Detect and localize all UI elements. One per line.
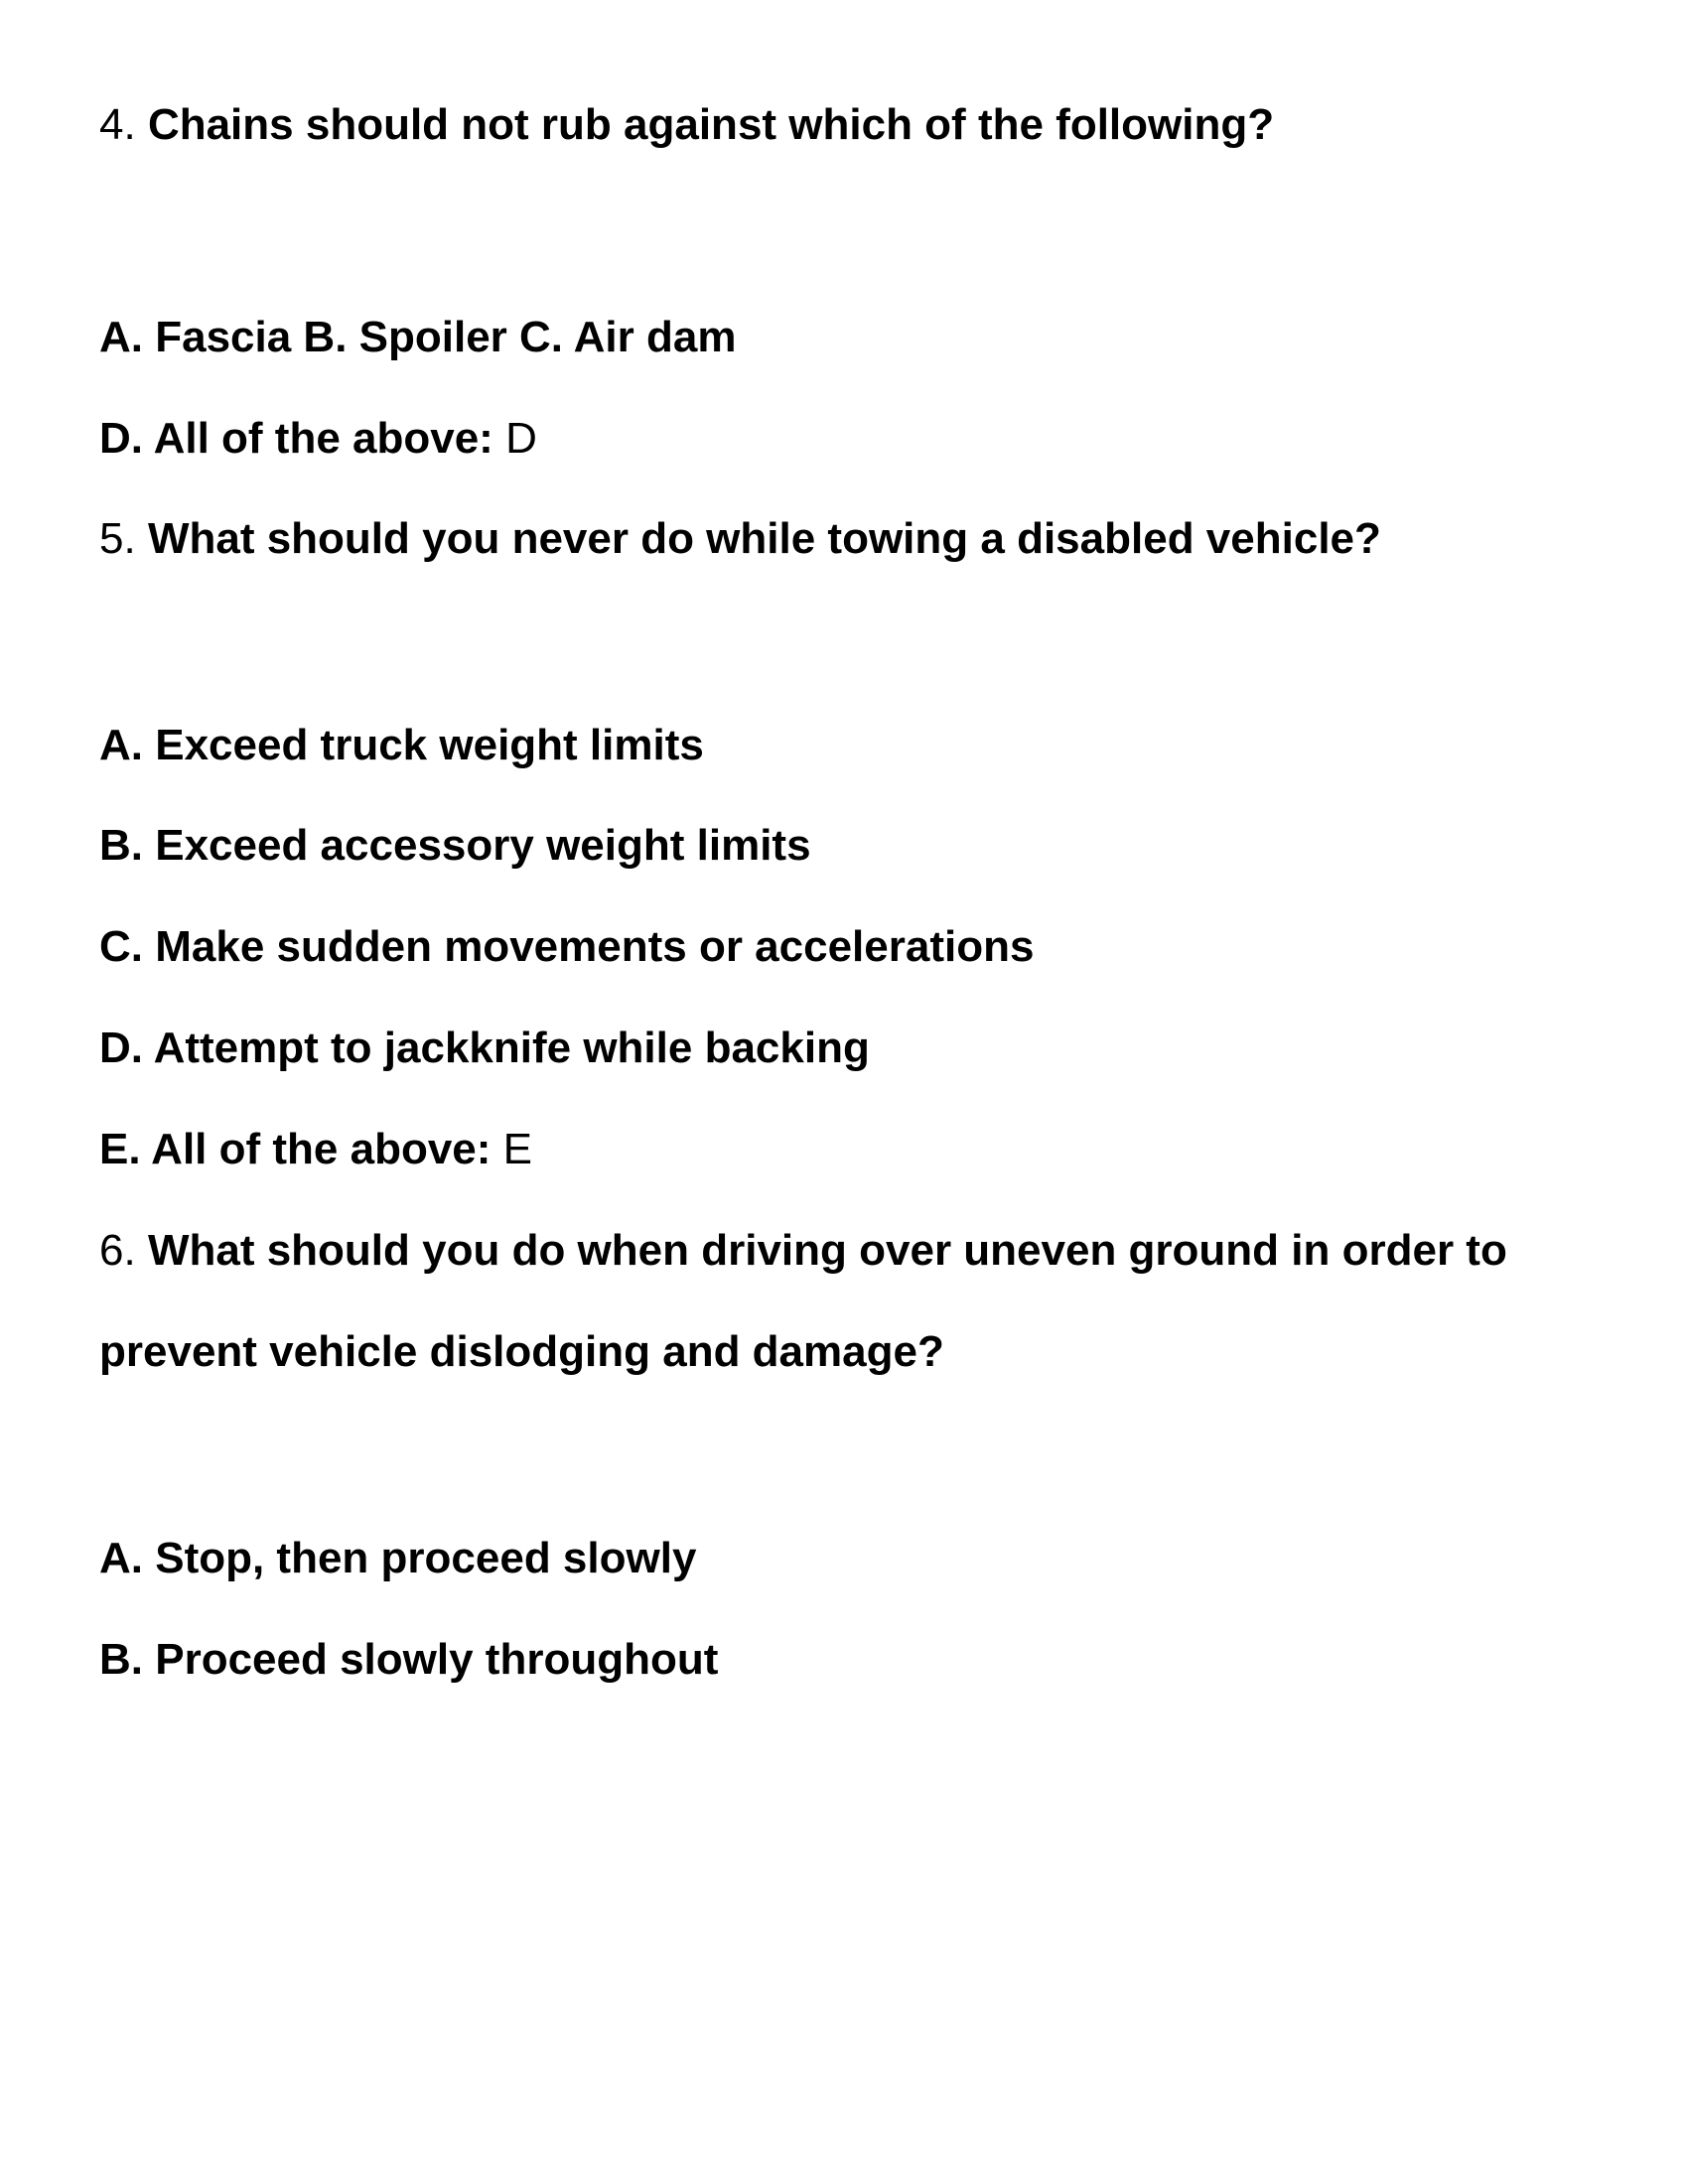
question-6-continued: prevent vehicle dislodging and damage? [99, 1327, 944, 1376]
answer-value: D [505, 414, 537, 463]
q5-option-e [99, 1125, 533, 1173]
option-label: D. All of the above: [99, 414, 493, 463]
option-label: E. All of the above: [99, 1125, 492, 1173]
question-text: What should you do when driving over uneven ground in order to [147, 1226, 1507, 1275]
question-4 [99, 100, 1275, 149]
q5-option-a: A. Exceed truck weight limits [99, 721, 704, 769]
question-number: 6. [99, 1226, 136, 1275]
q6-option-b: B. Proceed slowly throughout [99, 1635, 719, 1684]
q5-option-b: B. Exceed accessory weight limits [99, 821, 811, 870]
question-number: 5. [99, 514, 136, 563]
answer-value: E [502, 1125, 533, 1173]
question-text: What should you never do while towing a disabled vehicle? [147, 514, 1381, 563]
q6-option-a: A. Stop, then proceed slowly [99, 1534, 697, 1582]
q4-options-abc: A. Fascia B. Spoiler C. Air dam [99, 313, 737, 361]
q5-option-c: C. Make sudden movements or accelerations [99, 922, 1035, 971]
q4-option-d [99, 414, 537, 463]
q5-option-d: D. Attempt to jackknife while backing [99, 1024, 870, 1072]
question-6 [99, 1226, 1507, 1275]
question-number: 4. [99, 100, 136, 149]
question-5 [99, 514, 1381, 563]
question-text: Chains should not rub against which of the following? [147, 100, 1275, 149]
